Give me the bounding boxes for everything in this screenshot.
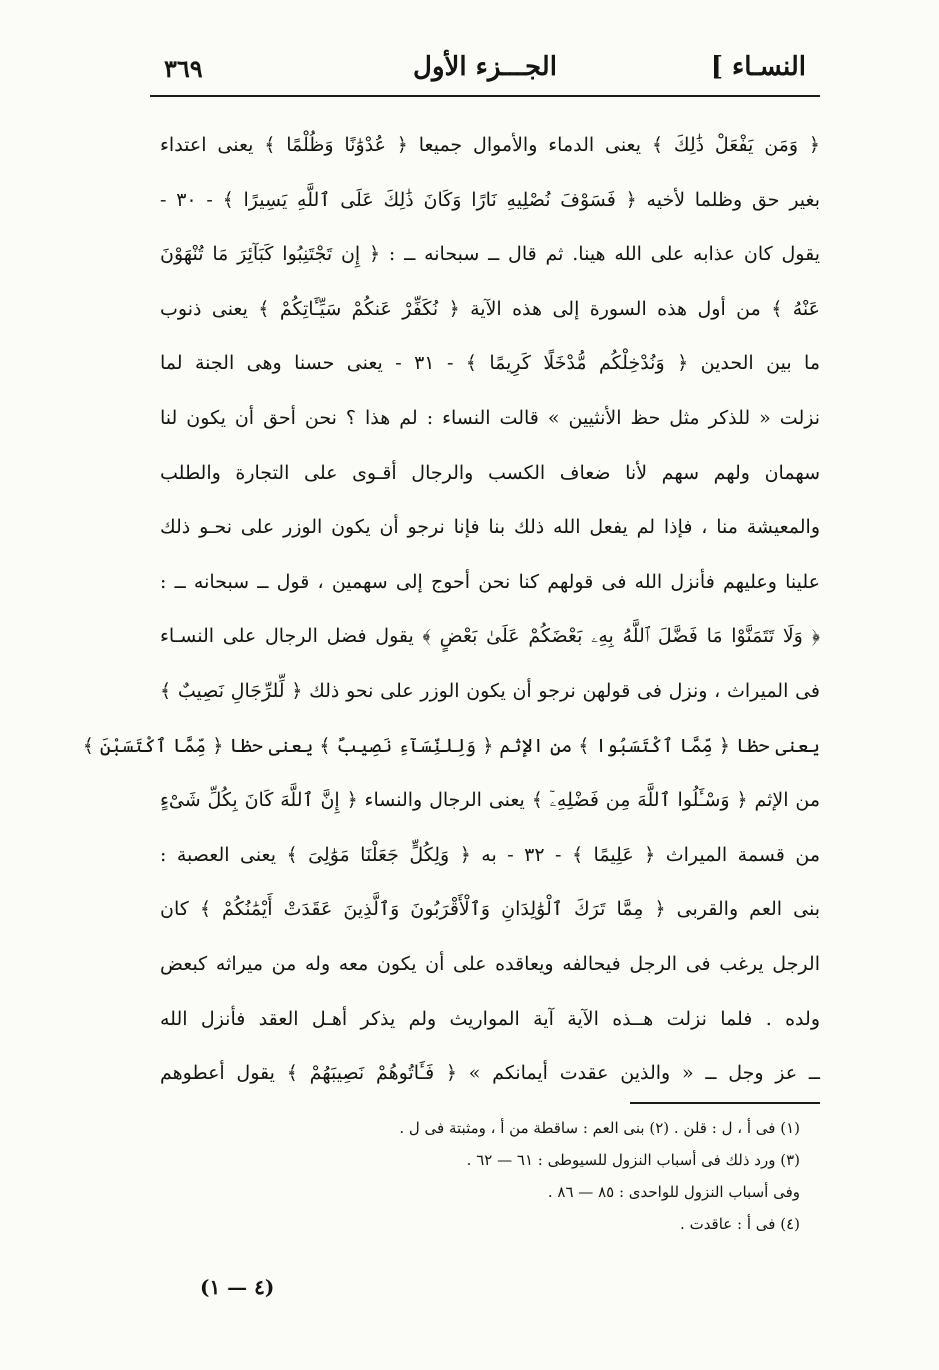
part-title: الجـــزء الأول <box>413 52 557 82</box>
text-line: يقول كان عذابه على الله هينا. ثم قال ــ سبحانه ــ : ﴿ إِن تَجْتَنِبُوا كَبَآئِرَ مَا تُنْهَوْنَ <box>160 243 820 266</box>
footnote-4: (٤) فى أ : عاقدت . <box>680 1215 800 1233</box>
text-line: بغير حق وظلما لأخيه ﴿ فَسَوْفَ نُصْلِيهِ نَارًا وَكَانَ ذَٰلِكَ عَلَى ٱللَّهِ يَسِيرًا ﴾ - ٣٠ - <box>160 188 820 211</box>
surah-title: النسـاء ] <box>710 52 806 82</box>
text-line: عَنْهُ ﴾ من أول هذه السورة إلى هذه الآية ﴿ نُكَفِّرْ عَنكُمْ سَيِّـَٔاتِكُمْ ﴾ يعنى ذنوب <box>160 297 820 320</box>
text-line: ﴿ وَمَن يَفْعَلْ ذَٰلِكَ ﴾ يعنى الدماء والأموال جميعا ﴿ عُدْوَٰنًا وَظُلْمًا ﴾ يعنى اعتداء <box>160 134 820 156</box>
text-line: من الإثم ﴿ وَسْـَٔلُوا ٱللَّهَ مِن فَضْلِهِۦٓ ﴾ يعنى الرجال والنساء ﴿ إِنَّ ٱللَّهَ كَانَ بِكُلِّ شَىْءٍ <box>160 789 820 812</box>
text-line: علينا وعليهم فأنزل الله فى قولهم كنا نحن أحوج إلى سهمين ، قول ــ سبحانه ــ : <box>160 570 820 593</box>
text-line: ــ عز وجل ــ « والذين عقدت أيمانكم » ﴿ فَـَٔاتُوهُمْ نَصِيبَهُمْ ﴾ يقول أعطوهم <box>160 1062 820 1085</box>
text-line: والمعيشة منا ، فإذا لم يفعل الله ذلك بنا فإنا نرجو أن يكون الوزر على نحـو ذلك <box>160 516 820 539</box>
text-line: فى الميراث ، ونزل فى قولهن نرجو أن يكون الوزر على نحو ذلك ﴿ لِّلرِّجَالِ نَصِيبٌ ﴾ <box>160 679 820 702</box>
text-line: الرجل يرغب فى الرجل فيحالفه ويعاقده على أن يكون معه وله من ميراثه كبعض <box>160 952 820 975</box>
footnote-3-continued: وفى أسباب النزول للواحدى : ٨٥ — ٨٦ . <box>547 1183 800 1201</box>
footnote-3: (٣) ورد ذلك فى أسباب النزول للسيوطى : ٦١ — ٦٢ . <box>466 1151 800 1169</box>
text-line: ولده . فلما نزلت هــذه الآية آية المواريث ولم يذكر أهـل العقد فأنزل الله <box>160 1007 820 1030</box>
text-line: من قسمة الميراث ﴿ عَلِيمًا ﴾ - ٣٢ - به ﴿ وَلِكُلٍّ جَعَلْنَا مَوَٰلِىَ ﴾ يعنى العصبة : <box>160 843 820 866</box>
header-rule <box>150 95 820 97</box>
text-line: ﴿ وَلَا تَتَمَنَّوْا مَا فَضَّلَ ٱللَّهُ بِهِۦ بَعْضَكُمْ عَلَىٰ بَعْضٍ ﴾ يقول فضل الرجال على النسـاء <box>160 625 820 648</box>
page-header <box>150 46 820 96</box>
page-number: ٣٦٩ <box>164 54 203 83</box>
footnotes <box>200 1112 800 1240</box>
body-text <box>82 118 821 1101</box>
text-line: بنى العم والقربى ﴿ مِمَّا تَرَكَ ٱلْوَٰلِدَانِ وَٱلْأَقْرَبُونَ وَٱلَّذِينَ عَقَدَتْ أَيْمَٰنُكُمْ ﴾ كان <box>160 898 820 921</box>
footnote-rule <box>630 1102 820 1104</box>
footnote-1-2: (١) فى أ ، ل : قلن . (٢) بنى العم : ساقطة من أ ، ومثبتة فى ل . <box>399 1119 800 1137</box>
signature-mark: (٤ — ١) <box>200 1275 275 1299</box>
text-line: ما بين الحدين ﴿ وَنُدْخِلْكُم مُّدْخَلًا كَرِيمًا ﴾ - ٣١ - يعنى حسنا وهى الجنة لما <box>160 352 821 375</box>
text-line: نزلت « للذكر مثل حظ الأنثيين » قالت النساء : لم هذا ؟ نحن أحق أن يكون لنا <box>160 406 820 429</box>
text-line: سهمان ولهم سهم لأنا ضعاف الكسب والرجال أقـوى على التجارة والطلب <box>160 461 820 484</box>
text-line: يعنى حظا ﴿ مِّمَّا ٱكْتَسَبُوا ﴾ من الإثم ﴿ وَلِلنِّسَآءِ نَصِيبٌ ﴾ يعنى حظا ﴿ مِّمَّا ٱكْتَسَبْنَ ﴾ <box>82 734 820 757</box>
